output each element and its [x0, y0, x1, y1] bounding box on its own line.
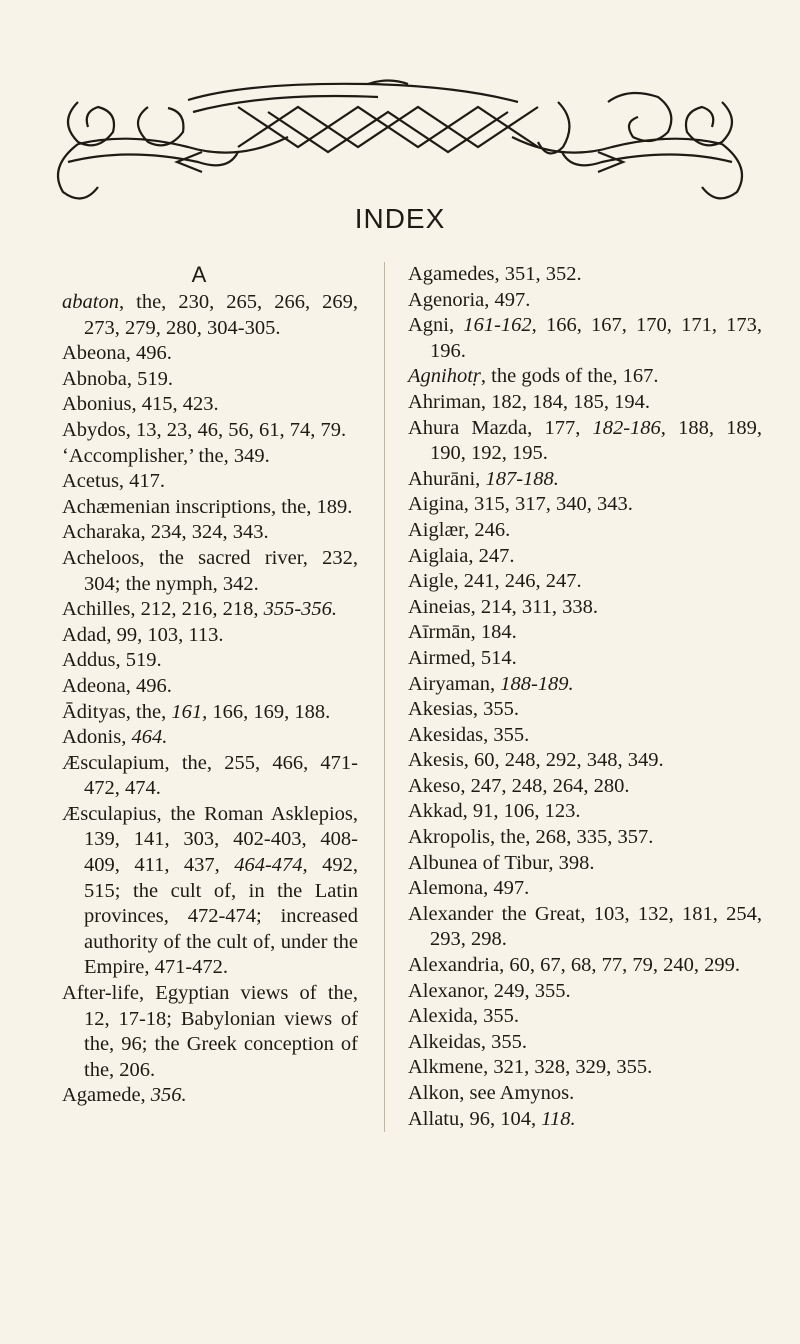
index-entry: [408, 876, 762, 902]
entry-text: Ahurāni,: [408, 467, 486, 490]
index-entry: [62, 495, 358, 521]
entry-text: ‘Accomplisher,’ the, 349.: [62, 444, 270, 467]
entry-text: Agni,: [408, 314, 464, 337]
entry-text: Achæmenian inscriptions, the, 189.: [62, 495, 353, 518]
entry-text: Abonius, 415, 423.: [62, 393, 219, 416]
index-entry: [408, 979, 762, 1005]
page-title: INDEX: [354, 203, 446, 234]
index-column-right: [384, 262, 762, 1132]
index-entry: [408, 1030, 762, 1056]
index-entry: [408, 416, 762, 467]
index-entry: [408, 748, 762, 774]
index-entry: [62, 597, 358, 623]
entry-text: , the, 230, 265, 266, 269, 273, 279, 280, 304-305.: [84, 291, 358, 339]
index-entry: [408, 1081, 762, 1107]
entry-text: Adad, 99, 103, 113.: [62, 623, 224, 646]
entry-text: Ahriman, 182, 184, 185, 194.: [408, 390, 650, 413]
index-entry: [62, 444, 358, 470]
index-entry: [408, 313, 762, 364]
entry-text: After-life, Egyptian views of the, 12, 17-18; Babylonian views of the, 96; the Greek conception of the, 206.: [62, 982, 358, 1081]
entry-text: Albunea of Tibur, 398.: [408, 851, 595, 874]
entry-text: Akropolis, the, 268, 335, 357.: [408, 826, 654, 849]
entry-text: Æsculapius, the Roman Asklepios, 139, 141, 303, 402-403, 408-409, 411, 437,: [62, 802, 358, 877]
entry-text: , the gods of the, 167.: [480, 365, 659, 388]
entry-text: Akkad, 91, 106, 123.: [408, 800, 581, 823]
index-entry: [62, 648, 358, 674]
entry-text: Aīrmān, 184.: [408, 621, 517, 644]
index-entry: [62, 418, 358, 444]
section-letter: A: [191, 262, 207, 287]
italic-text: 161-162,: [463, 314, 537, 337]
italic-text: 188-189.: [500, 672, 574, 695]
entry-text: Alexanor, 249, 355.: [408, 979, 571, 1002]
italic-text: 182-186,: [592, 416, 666, 439]
index-entry: [408, 288, 762, 314]
italic-text: 161,: [171, 700, 208, 723]
entry-list: [40, 290, 358, 1109]
entry-text: Agamedes, 351, 352.: [408, 263, 582, 285]
entry-text: Alexander the Great, 103, 132, 181, 254, 293, 298.: [408, 902, 762, 951]
index-entry: [408, 953, 762, 979]
entry-text: 166, 169, 188.: [207, 700, 331, 723]
index-entry: [62, 751, 358, 802]
index-entry: [408, 364, 762, 390]
entry-text: Allatu, 96, 104,: [408, 1107, 542, 1130]
index-entry: [408, 723, 762, 749]
entry-text: Acheloos, the sacred river, 232, 304; the nymph, 342.: [62, 546, 358, 595]
italic-text: 356.: [150, 1084, 187, 1107]
entry-text: Adonis,: [62, 726, 132, 749]
index-entry: [62, 700, 358, 726]
italic-text: abaton: [62, 291, 119, 313]
entry-text: Alemona, 497.: [408, 877, 530, 900]
index-entry: [408, 672, 762, 698]
index-entry: [408, 390, 762, 416]
entry-text: Agamede,: [62, 1084, 151, 1107]
entry-text: Acharaka, 234, 324, 343.: [62, 521, 269, 544]
index-entry: [408, 1004, 762, 1030]
index-entry: [62, 674, 358, 700]
italic-text: Agnihotṛ: [408, 365, 481, 388]
index-entry: [62, 725, 358, 751]
entry-text: Akesis, 60, 248, 292, 348, 349.: [408, 749, 664, 772]
index-entry: [408, 518, 762, 544]
entry-text: Alexandria, 60, 67, 68, 77, 79, 240, 299.: [408, 954, 740, 977]
entry-text: Addus, 519.: [62, 649, 162, 672]
entry-text: Aigina, 315, 317, 340, 343.: [408, 493, 633, 516]
index-entry: [62, 1083, 358, 1109]
entry-text: 166, 167, 170, 171, 173, 196.: [430, 314, 763, 362]
index-entry: [408, 697, 762, 723]
entry-text: Akeso, 247, 248, 264, 280.: [408, 774, 630, 797]
index-column-left: [40, 262, 358, 1109]
italic-text: 187-188.: [485, 467, 559, 490]
index-entry: [408, 467, 762, 493]
index-entry: [408, 1055, 762, 1081]
entry-text: Alkmene, 321, 328, 329, 355.: [408, 1056, 653, 1079]
index-entry: [408, 620, 762, 646]
entry-text: Aiglaia, 247.: [408, 544, 515, 567]
index-entry: [62, 623, 358, 649]
index-entry: [408, 1107, 762, 1133]
index-entry: [408, 774, 762, 800]
entry-text: Alkeidas, 355.: [408, 1030, 527, 1053]
index-entry: [408, 595, 762, 621]
index-entry: [62, 802, 358, 981]
index-entry: [408, 262, 762, 288]
index-entry: [62, 367, 358, 393]
entry-text: Æsculapium, the, 255, 466, 471-472, 474.: [62, 751, 358, 800]
index-entry: [408, 646, 762, 672]
entry-list: [386, 262, 762, 1132]
index-entry: [408, 851, 762, 877]
entry-text: Alexida, 355.: [408, 1005, 520, 1028]
italic-text: 464.: [131, 726, 168, 749]
entry-text: Ahura Mazda, 177,: [408, 416, 593, 439]
index-entry: [62, 341, 358, 367]
entry-text: Alkon, see Amynos.: [408, 1082, 575, 1104]
italic-text: 464-474,: [234, 854, 308, 877]
index-entry: [408, 799, 762, 825]
entry-text: Airyaman,: [408, 672, 501, 695]
entry-text: Abeona, 496.: [62, 342, 172, 365]
index-entry: [408, 569, 762, 595]
entry-text: Agenoria, 497.: [408, 288, 531, 311]
index-entry: [408, 544, 762, 570]
italic-text: 355-356.: [263, 598, 338, 621]
index-entry: [408, 825, 762, 851]
index-entry: [408, 902, 762, 953]
entry-text: 492, 515; the cult of, in the Latin provinces, 472-474; increased authority of the cult of, under the Empire, 471-472.: [84, 854, 358, 979]
entry-text: Ādityas, the,: [62, 700, 172, 723]
index-entry: [408, 492, 762, 518]
entry-text: Aineias, 214, 311, 338.: [408, 595, 598, 618]
entry-text: Airmed, 514.: [408, 646, 517, 669]
index-entry: [62, 290, 358, 341]
entry-text: Acetus, 417.: [62, 470, 166, 493]
entry-text: Abnoba, 519.: [62, 367, 174, 390]
index-entry: [62, 469, 358, 495]
entry-text: 188, 189, 190, 192, 195.: [430, 416, 762, 465]
index-entry: [62, 520, 358, 546]
entry-text: Abydos, 13, 23, 46, 56, 61, 74, 79.: [62, 418, 347, 441]
entry-text: Akesias, 355.: [408, 698, 520, 721]
italic-text: 118.: [541, 1107, 576, 1130]
index-entry: [62, 981, 358, 1083]
index-entry: [62, 546, 358, 597]
entry-text: Achilles, 212, 216, 218,: [62, 598, 264, 621]
entry-text: Akesidas, 355.: [408, 723, 530, 746]
index-entry: [62, 392, 358, 418]
entry-text: Aigle, 241, 246, 247.: [408, 570, 582, 593]
entry-text: Adeona, 496.: [62, 674, 172, 697]
entry-text: Aiglær, 246.: [408, 518, 511, 541]
